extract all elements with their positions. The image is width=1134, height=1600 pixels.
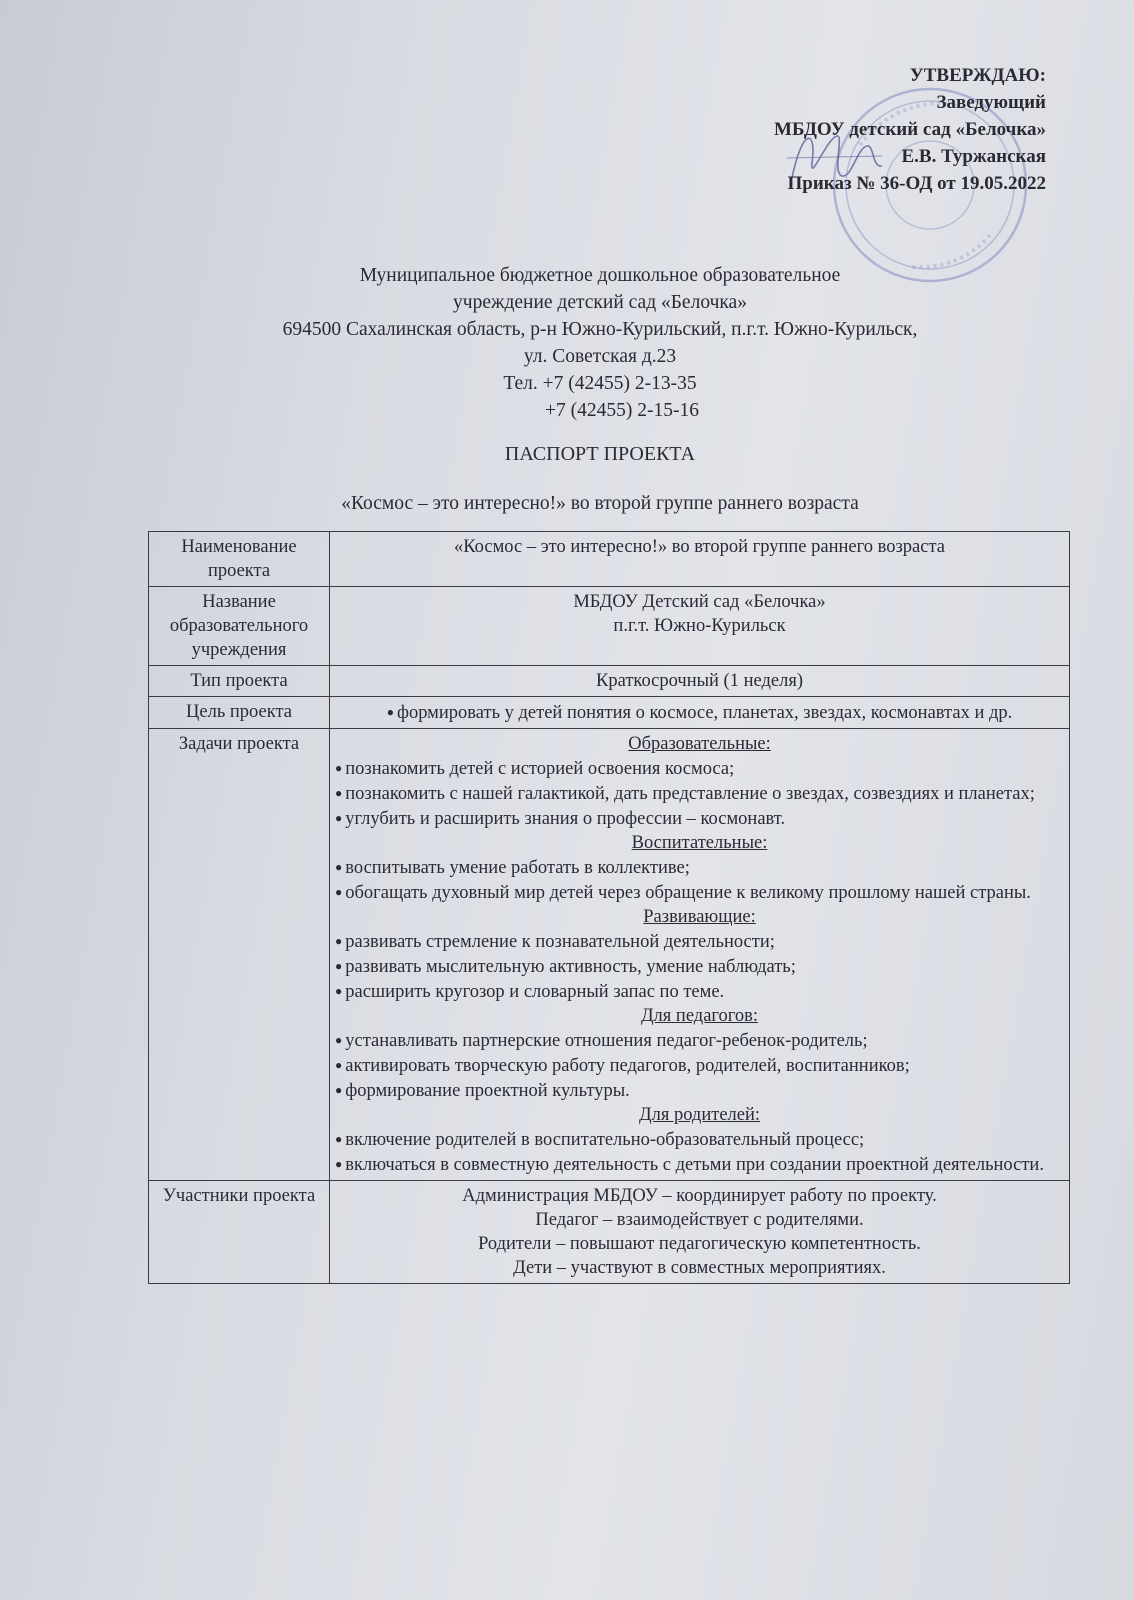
- list-item: ● развивать стремление к познавательной деятельности;: [335, 929, 1064, 954]
- participant-line: Педагог – взаимодействует с родителями.: [535, 1210, 864, 1230]
- approval-signatory: Е.В. Туржанская: [901, 146, 1046, 167]
- document-title: ПАСПОРТ ПРОЕКТА: [504, 443, 696, 465]
- row-label: Задачи проекта: [149, 729, 330, 1181]
- org-phone-2: +7 (42455) 2-15-16: [545, 400, 699, 421]
- list-item: ● включаться в совместную деятельность с детьми при создании проектной деятельности.: [335, 1152, 1064, 1177]
- section-heading: Образовательные:: [628, 734, 771, 754]
- approval-organization: МБДОУ детский сад «Белочка»: [774, 119, 1046, 140]
- list-item: ● формирование проектной культуры.: [335, 1078, 1064, 1103]
- list-item: ● устанавливать партнерские отношения педагог-ребенок-родитель;: [335, 1028, 1064, 1053]
- org-line: Муниципальное бюджетное дошкольное образовательное: [359, 265, 841, 286]
- participant-line: Дети – участвуют в совместных мероприятиях.: [513, 1258, 886, 1278]
- org-line: учреждение детский сад «Белочка»: [453, 292, 747, 313]
- row-label: Название образовательного учреждения: [149, 587, 330, 666]
- row-label: Наименование проекта: [149, 532, 330, 587]
- list-item: ● активировать творческую работу педагогов, родителей, воспитанников;: [335, 1053, 1064, 1078]
- org-phone: Тел. +7 (42455) 2-13-35: [503, 373, 697, 394]
- section-heading: Воспитательные:: [631, 833, 768, 853]
- section-heading: Для педагогов:: [640, 1006, 759, 1026]
- list-item: ● воспитывать умение работать в коллективе;: [335, 855, 1064, 880]
- list-item: ● познакомить детей с историей освоения космоса;: [335, 756, 1064, 781]
- goal-text: ● формировать у детей понятия о космосе, планетах, звездах, космонавтах и др.: [387, 703, 1013, 723]
- table-row: [149, 697, 1070, 729]
- participant-line: Администрация МБДОУ – координирует работу по проекту.: [462, 1186, 937, 1206]
- project-passport-table: [148, 531, 1070, 1284]
- row-label: Участники проекта: [149, 1181, 330, 1284]
- row-label: Тип проекта: [149, 666, 330, 697]
- row-value: Краткосрочный (1 неделя): [330, 666, 1070, 697]
- section-heading: Для родителей:: [638, 1105, 761, 1125]
- list-item: ● углубить и расширить знания о профессии – космонавт.: [335, 806, 1064, 831]
- list-item: ● познакомить с нашей галактикой, дать представление о звездах, созвездиях и планетах;: [335, 781, 1064, 806]
- table-row: [149, 587, 1070, 666]
- row-value: «Космос – это интересно!» во второй группе раннего возраста: [330, 532, 1070, 587]
- approval-order: Приказ № 36-ОД от 19.05.2022: [787, 173, 1046, 194]
- institution-name: МБДОУ Детский сад «Белочка»: [573, 592, 826, 612]
- institution-location: п.г.т. Южно-Курильск: [613, 616, 786, 636]
- list-item: ● развивать мыслительную активность, умение наблюдать;: [335, 954, 1064, 979]
- approval-block: [686, 62, 1046, 197]
- table-row: [149, 666, 1070, 697]
- table-row: [149, 729, 1070, 1181]
- row-value: [330, 1181, 1070, 1284]
- tasks-cell: [330, 729, 1070, 1181]
- table-row: [149, 1181, 1070, 1284]
- organization-header: [150, 262, 1050, 424]
- list-item: ● обогащать духовный мир детей через обращение к великому прошлому нашей страны.: [335, 880, 1064, 905]
- row-value: [330, 587, 1070, 666]
- approval-position: Заведующий: [936, 92, 1046, 113]
- table-row: [149, 532, 1070, 587]
- section-heading: Развивающие:: [643, 907, 756, 927]
- participant-line: Родители – повышают педагогическую компетентность.: [478, 1234, 921, 1254]
- row-label: Цель проекта: [149, 697, 330, 729]
- approval-heading: УТВЕРЖДАЮ:: [909, 65, 1046, 86]
- org-address: 694500 Сахалинская область, р-н Южно-Курильский, п.г.т. Южно-Курильск,: [282, 319, 918, 340]
- list-item: ● расширить кругозор и словарный запас по теме.: [335, 979, 1064, 1004]
- document-subtitle: «Космос – это интересно!» во второй группе раннего возраста: [341, 493, 859, 514]
- row-value: [330, 697, 1070, 729]
- org-street: ул. Советская д.23: [523, 346, 677, 367]
- list-item: ● включение родителей в воспитательно-образовательный процесс;: [335, 1127, 1064, 1152]
